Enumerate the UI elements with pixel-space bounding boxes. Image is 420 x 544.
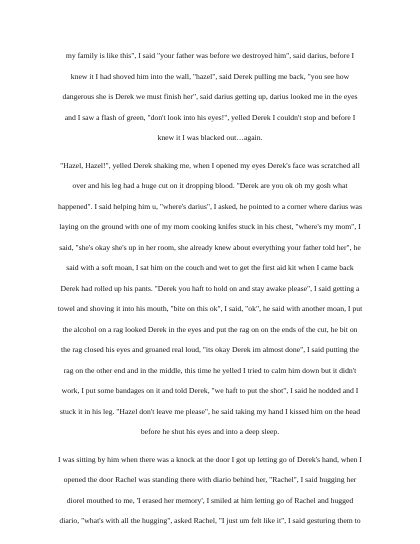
text-line: "Hazel, Hazel!", yelled Derek shaking me, when I opened my eyes Derek's face was scratched all [60,160,360,170]
text-line: rag on the other end and in the middle, this time he yelled I tried to calm him down but it didn't [63,365,357,375]
text-line: Derek had rolled up his pants. "Derek you haft to hold on and stay awake please", I said getting a [60,283,360,293]
text-line: before he shut his eyes and into a deep sleep. [140,427,280,436]
text-line: and I saw a flash of green, "don't look into his eyes!", yelled Derek I couldn't stop and before I [64,112,356,122]
text-line: said, "she's okay she's up in her room, she already knew about everything your father told her", he [59,242,361,252]
text-line: the alcohol on a rag looked Derek in the eyes and put the rag on on the ends of the cut, he bit on [62,324,358,334]
text-line: happened". I said helping him u, "where's darius", I asked, he pointed to a corner where darius was [58,201,362,211]
paragraph-3 [52,450,368,532]
text-line: over and his leg had a huge cut on it dropping blood. "Derek are you ok oh my gosh what [72,181,348,190]
text-line: said with a soft moan, I sat him on the couch and wet to get the first aid kit when I came back [66,263,354,272]
text-line: knew it I had shoved him into the wall, "hazel", said Derek pulling me back, "you see how [70,71,350,81]
text-line: I was sitting by him when there was a knock at the door I got up letting go of Derek's hand, when I [58,454,362,464]
paragraph-2 [52,156,368,443]
text-line: knew it I was blacked out…again. [157,133,263,142]
text-line: diario, "what's with all the hugging", asked Rachel, "I just um felt like it", I said gesturing them to [59,516,361,525]
text-line: diorel mouthed to me, 'I erased her memory', I smiled at him letting go of Rachel and hugged [66,495,354,505]
paragraph-1 [52,46,368,149]
text-line: my family is like this", I said "your father was before we destroyed him", said darius, before I [65,51,355,60]
text-line: stuck it in his leg. "Hazel don't leave me please", he said taking my hand I kissed him on the head [59,406,361,416]
text-line: towel and shoving it into his mouth, "bite on this ok", I said, "ok", he said with another moan, I put [57,304,363,313]
text-line: laying on the ground with one of my mom cooking knifes stuck in his chest, "where's my mom", I [59,222,361,231]
text-line: work, I put some bandages on it and told Derek, "we haft to put the shot", I said he nodded and I [61,386,359,395]
text-line: dangerous she is Derek we must finish her", said darius getting up, darius looked me in the eyes [62,92,358,101]
text-line: the rag closed his eyes and groaned real loud, "its okay Derek im almost done", I said putting the [61,345,359,354]
text-line: opened the door Rachel was standing there with diario behind her, "Rachel", I said hugging her [63,475,357,484]
